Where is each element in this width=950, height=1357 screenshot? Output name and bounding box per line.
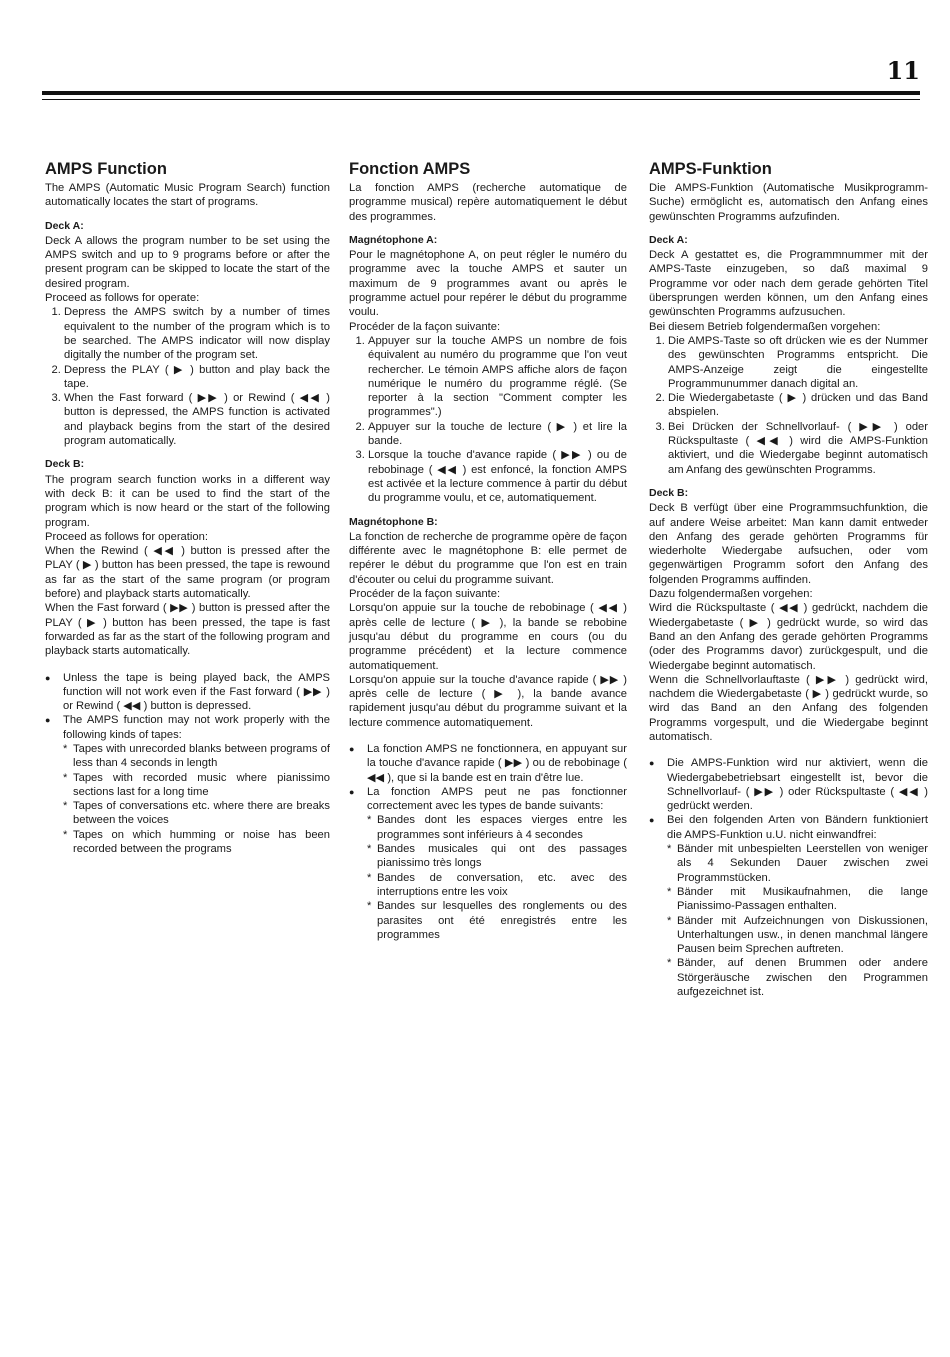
tape-types-list xyxy=(367,813,627,942)
step-item: 2. Die Wiedergabetaste ( ▶ ) drücken und das Band abspielen. xyxy=(668,391,928,420)
section-title: AMPS-Funktion xyxy=(649,160,772,178)
header-rule-thick xyxy=(42,91,920,95)
deck-a-paragraph: Deck A gestattet es, die Programmnummer mit der AMPS-Taste einzugeben, so daß maximal 9 Programme vor oder nach dem gerade gehörten Titel übersprungen werden können, um den Anfang eines gewünschten Programms aufzusuchen. xyxy=(649,249,928,319)
note-item xyxy=(649,813,928,999)
deck-a-proceed: Procéder de la façon suivante: xyxy=(349,320,501,333)
deck-a-heading: Magnétophone A: xyxy=(349,233,438,246)
tape-type-item: * Bänder, auf denen Brummen oder andere Störgeräusche zwischen den Programmen aufgezeichnet ist. xyxy=(667,956,928,999)
step-item: 3. Lorsque la touche d'avance rapide ( ▶▶ ) ou de rebobinage ( ◀◀ ) est enfoncé, la fonction AMPS est activée et la lecture commence à partir du début du programme voulu, et ce, automatiquement. xyxy=(368,448,627,505)
notes-list xyxy=(649,756,928,999)
deck-b-proceed: Procéder de la façon suivante: xyxy=(349,588,501,601)
column-english xyxy=(45,160,330,856)
deck-b-ff-paragraph: Lorsqu'on appuie sur la touche d'avance rapide ( ▶▶ ) après celle de lecture ( ▶ ), la bande avance rapidement jusqu'au début du programme suivant et la lecture commence automatiquement. xyxy=(349,673,627,729)
deck-a-steps xyxy=(45,305,330,448)
tape-type-item: * Bänder mit Musikaufnahmen, die lange Pianissimo-Passagen enthalten. xyxy=(667,885,928,914)
tape-type-item: * Tapes on which humming or noise has been recorded between the programs xyxy=(63,828,330,857)
deck-b-paragraph: The program search function works in a different way with deck B: it can be used to find the start of the program which is now heard or the start of the following program. xyxy=(45,473,330,529)
tape-type-item: * Tapes of conversations etc. where there are breaks between the voices xyxy=(63,799,330,828)
deck-b-ff-paragraph: When the Fast forward ( ▶▶ ) button is pressed after the PLAY ( ▶ ) button has been pressed, the tape is fast forwarded as far as the start of the following program and playback starts automatically. xyxy=(45,602,330,658)
deck-b-ff-paragraph: Wenn die Schnellvorlauftaste ( ▶▶ ) gedrückt wird, nachdem die Wiedergabetaste ( ▶ ) gedrückt wurde, so wird das Band an den Anfang des folgenden Programms vorgespult, und die Wiedergabe beginnt automatisch. xyxy=(649,673,928,743)
note-text: The AMPS function may not work properly with the following kinds of tapes: xyxy=(63,714,330,741)
note-item: ● Unless the tape is being played back, the AMPS function will not work even if the Fast forward ( ▶▶ ) or Rewind ( ◀◀ ) button is depressed. xyxy=(45,671,330,714)
note-item: ● Die AMPS-Funktion wird nur aktiviert, wenn die Wiedergabebetriebsart eingestellt ist, bevor die Schnellvorlauf- ( ▶▶ ) oder Rückspultaste ( ◀◀ ) gedrückt werden. xyxy=(649,756,928,813)
tape-type-item: * Bandes dont les espaces vierges entre les programmes sont inférieurs à 4 secondes xyxy=(367,813,627,842)
deck-b-proceed: Proceed as follows for operation: xyxy=(45,530,208,543)
deck-b-paragraph: Deck B verfügt über eine Programmsuchfunktion, die auf andere Weise arbeitet: Man kann damit entweder den Anfang des gerade gehörten Programms für wiederholte Wiedergabe aufsuchen, oder vom gegenwärtigen Programm sofort den Anfang des folgenden Programms auffinden. xyxy=(649,502,928,586)
tape-types-list xyxy=(63,742,330,856)
tape-type-item: * Tapes with unrecorded blanks between programs of less than 4 seconds in length xyxy=(63,742,330,771)
tape-type-item: * Bandes de conversation, etc. avec des interruptions entre les voix xyxy=(367,871,627,900)
note-text: La fonction AMPS peut ne pas fonctionner correctement avec les types de bande suivants: xyxy=(367,785,627,813)
deck-a-proceed: Proceed as follows for operate: xyxy=(45,292,200,305)
step-item: 1. Depress the AMPS switch by a number of times equivalent to the number of the program which is to be searched. The AMPS indicator will now display digitally the number of the program set. xyxy=(64,305,330,362)
deck-b-rewind-paragraph: Wird die Rückspultaste ( ◀◀ ) gedrückt, nachdem die Wiedergabetaste ( ▶ ) gedrückt wurde, so wird das Band an den Anfang des gerade gehörten Programms (oder des Programms davor) zurückgespult, und die Wiedergabe beginnt automatisch. xyxy=(649,602,928,672)
deck-b-paragraph: La fonction de recherche de programme opère de façon différente avec le magnétophone B: elle permet de repérer le début du programme que l'on est en train d'écouter ou celui du programme suivant. xyxy=(349,530,627,586)
column-french xyxy=(349,160,627,942)
tape-type-item: * Bandes musicales qui ont des passages pianissimo très longs xyxy=(367,842,627,871)
tape-type-item: * Bandes sur lesquelles des ronglements ou des parasites ont été enregistrés entre les programmes xyxy=(367,899,627,942)
intro-paragraph: The AMPS (Automatic Music Program Search) function automatically locates the start of programs. xyxy=(45,182,330,209)
tape-types-list xyxy=(667,842,928,999)
step-item: 1. Appuyer sur la touche AMPS un nombre de fois équivalent au numéro du programme que l'on veut rechercher. Le témoin AMPS affiche alors de façon numérique le numéro du programme réglé. (Se reporter à la section "Comment compter les programmes".) xyxy=(368,334,627,420)
intro-paragraph: La fonction AMPS (recherche automatique de programme musical) repère automatiquement le début des programmes. xyxy=(349,182,627,223)
step-item: 2. Appuyer sur la touche de lecture ( ▶ ) et lire la bande. xyxy=(368,420,627,449)
deck-a-heading: Deck A: xyxy=(45,219,84,232)
deck-b-rewind-paragraph: When the Rewind ( ◀◀ ) button is pressed after the PLAY ( ▶ ) button has been pressed, the tape is rewound as far as the start of the same program (or program before) and playback starts automatically. xyxy=(45,545,330,601)
step-item: 2. Depress the PLAY ( ▶ ) button and play back the tape. xyxy=(64,363,330,392)
deck-b-heading: Deck B: xyxy=(649,486,689,499)
deck-a-steps xyxy=(349,334,627,506)
deck-a-proceed: Bei diesem Betrieb folgendermaßen vorgehen: xyxy=(649,320,881,333)
notes-list xyxy=(45,671,330,857)
tape-type-item: * Bänder mit Aufzeichnungen von Diskussionen, Unterhaltungen usw., in denen manchmal längere Pausen beim Sprechen auftreten. xyxy=(667,914,928,957)
deck-a-heading: Deck A: xyxy=(649,233,688,246)
deck-a-steps xyxy=(649,334,928,477)
deck-b-proceed: Dazu folgendermaßen vorgehen: xyxy=(649,588,813,601)
deck-a-paragraph: Pour le magnétophone A, on peut régler le numéro du programme avec la touche AMPS et sauter un maximum de 9 programmes avant ou après le programme actuel pour repérer le début du programme voulu. xyxy=(349,249,627,319)
step-item: 1. Die AMPS-Taste so oft drücken wie es der Nummer des gewünschten Programms entspricht. Die AMPS-Anzeige zeigt die eingestellte Programmunummer danach digital an. xyxy=(668,334,928,391)
notes-list xyxy=(349,742,627,942)
header-rule-thin xyxy=(42,99,920,100)
deck-b-rewind-paragraph: Lorsqu'on appuie sur la touche de rebobinage ( ◀◀ ) après celle de lecture ( ▶ ), la bande se rebobine jusqu'au début du programme en cours (ou du programme précédent) et la lecture commence automatiquement. xyxy=(349,602,627,672)
section-title: Fonction AMPS xyxy=(349,160,471,178)
step-item: 3. Bei Drücken der Schnellvorlauf- ( ▶▶ ) oder Rückspultaste ( ◀◀ ) wird die AMPS-Funktion aktiviert, und die Wiedergabe beginnt automatisch am Anfang des gewünschten Programms. xyxy=(668,420,928,477)
tape-type-item: * Tapes with recorded music where pianissimo sections last for a long time xyxy=(63,771,330,800)
note-item xyxy=(45,713,330,856)
tape-type-item: * Bänder mit unbespielten Leerstellen von weniger als 4 Sekunden Dauer zwischen zwei Programmstücken. xyxy=(667,842,928,885)
deck-a-paragraph: Deck A allows the program number to be set using the AMPS switch and up to 9 programs before or after the present program can be skipped to locate the start of the desired program. xyxy=(45,234,330,290)
deck-b-heading: Magnétophone B: xyxy=(349,515,438,528)
intro-paragraph: Die AMPS-Funktion (Automatische Musikprogramm-Suche) ermöglicht es, automatisch den Anfang eines gewünschten Programms aufzufinden. xyxy=(649,182,928,223)
note-item xyxy=(349,785,627,942)
step-item: 3. When the Fast forward ( ▶▶ ) or Rewind ( ◀◀ ) button is depressed, the AMPS function is activated and playback begins from the start of the desired program automatically. xyxy=(64,391,330,448)
note-item: ● La fonction AMPS ne fonctionnera, en appuyant sur la touche d'avance rapide ( ▶▶ ) ou de rebobinage ( ◀◀ ), que si la bande est en train d'être lue. xyxy=(349,742,627,785)
deck-b-heading: Deck B: xyxy=(45,458,85,471)
note-text: Bei den folgenden Arten von Bändern funktioniert die AMPS-Funktion u.U. nicht einwandfrei: xyxy=(667,814,928,841)
section-title: AMPS Function xyxy=(45,160,167,178)
page-number: 11 xyxy=(886,56,920,85)
column-german xyxy=(649,160,928,999)
